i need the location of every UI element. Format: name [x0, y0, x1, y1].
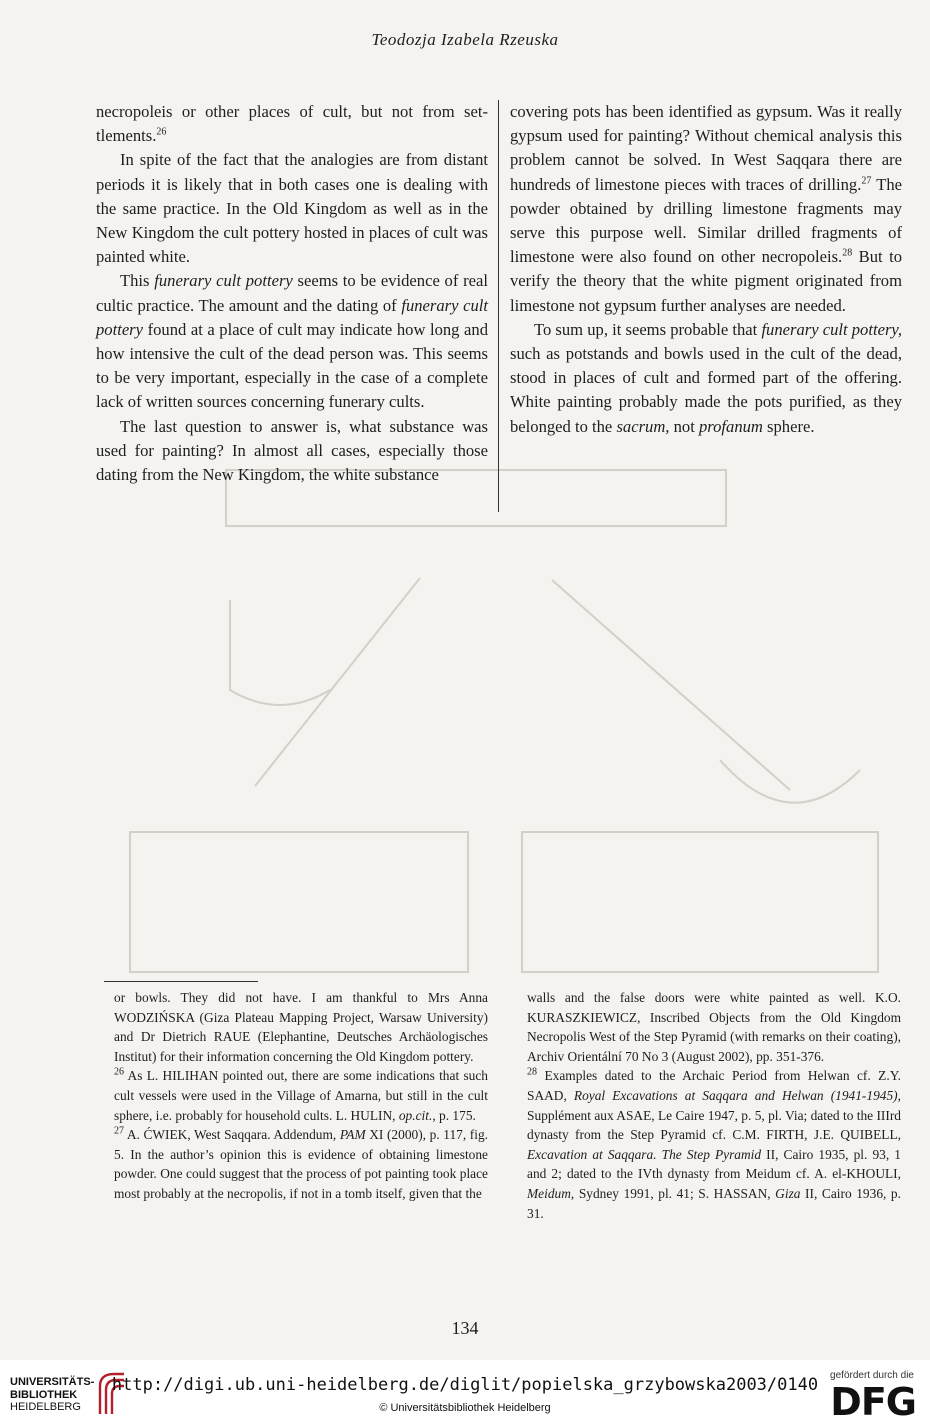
- italic-text: funerary cult pottery,: [761, 319, 902, 339]
- italic-text: op.cit.: [398, 1107, 433, 1123]
- text-run: sphere.: [762, 416, 815, 436]
- body-paragraph: [96, 269, 488, 414]
- text-run: Examples dated to the Archaic Period from Helwan cf. Z.Y. SAAD,: [527, 1068, 901, 1103]
- text-run: The last question to answer is, what substance was used for painting? In almost all cases, especially those dating from the New Kingdom, the white substance: [96, 416, 488, 485]
- italic-text: PAM: [339, 1127, 366, 1143]
- italic-text: Excavation at Saqqara. The Step Pyramid: [527, 1146, 762, 1162]
- italic-text: sacrum,: [616, 416, 670, 436]
- text-run: seems to be evidence of real cultic practice. The amount and the dating of: [96, 271, 488, 315]
- footnote-marker: 26: [114, 1066, 124, 1078]
- text-run: The powder obtained by drilling limestone fragments may serve this purpose well. Similar drilled fragments of limestone were also found on other necropoleis.: [510, 174, 902, 267]
- permalink-url[interactable]: http://digi.ub.uni-heidelberg.de/diglit/popielska_grzybowska2003/0140: [111, 1375, 819, 1395]
- footnote-paragraph: [527, 1066, 901, 1223]
- italic-text: funerary cult pottery: [96, 295, 489, 339]
- text-run: necropoleis or other places of cult, but not from set-tlements.: [96, 102, 488, 146]
- copyright-notice: © Universitätsbibliothek Heidelberg: [379, 1402, 551, 1414]
- footnote-paragraph: [527, 988, 901, 1066]
- dfg-logo: DFG: [830, 1380, 916, 1424]
- footnote-marker: 27: [861, 175, 872, 187]
- body-paragraph: [96, 100, 488, 148]
- text-run: II, Cairo 1936, p. 31.: [527, 1185, 901, 1221]
- text-run: walls and the false doors were white painted as well. K.O. KURASZKIEWICZ, Inscribed Objects from the Old Kingdom Necropolis West of the Step Pyramid (with remarks on their coating), Archiv Orientální 70 No 3 (August 2002), pp. 351-376.: [527, 990, 901, 1064]
- footnote-paragraph: [114, 988, 488, 1066]
- italic-text: funerary cult pottery: [154, 271, 293, 291]
- body-paragraph: [510, 100, 902, 318]
- page-number: 134: [451, 1318, 479, 1338]
- text-run: such as potstands and bowls used in the cult of the dead, stood in places of cult and formed part of the offering. White painting probably made the pots purified, as they belonged to the: [510, 344, 902, 436]
- footnote-marker: 27: [114, 1125, 124, 1137]
- text-run: This: [120, 271, 155, 291]
- library-name-line: UNIVERSITÄTS-: [10, 1376, 95, 1388]
- running-head: Teodozja Izabela Rzeuska: [371, 30, 559, 49]
- footnote-separator: [104, 981, 258, 982]
- library-name-line: BIBLIOTHEK: [10, 1388, 78, 1401]
- text-run: covering pots has been identified as gypsum. Was it really gypsum used for painting? Without chemical analysis this problem cannot be solved. In West Saqqara there are hundreds of limestone pieces with traces of drilling.: [510, 102, 902, 194]
- text-run: As L. HILIHAN pointed out, there are some indications that such cult vessels were used in the Village of Amarna, but still in the cult sphere, i.e. probably for household cults. L. HULIN,: [114, 1068, 488, 1123]
- digitization-footer: [0, 1360, 930, 1427]
- body-paragraph: [510, 318, 902, 439]
- italic-text: profanum: [698, 416, 763, 436]
- footnote-paragraph: [114, 1125, 488, 1203]
- text-run: XI (2000), p. 117, fig. 5. In the author’s opinion this is evidence of obtaining limestone powder. One could suggest that the process of pot painting took place most probably at the necropolis, if not in a tomb itself, given that the: [114, 1127, 488, 1201]
- footnote-marker: 28: [842, 247, 853, 259]
- text-run: To sum up, it seems probable that: [534, 319, 762, 339]
- text-run: But to verify the theory that the white pigment originated from limestone not gypsum further analyses are needed.: [510, 247, 902, 315]
- right-text-column: [510, 100, 902, 439]
- body-paragraph: [96, 148, 488, 269]
- text-run: not: [669, 416, 699, 436]
- footnote-paragraph: [114, 1066, 488, 1125]
- text-run: , Sydney 1991, pl. 41; S. HASSAN,: [570, 1185, 776, 1201]
- library-name-line: HEIDELBERG: [10, 1401, 81, 1413]
- text-run: II, Cairo 1935, pl. 93, 1 and 2; dated to the IVth dynasty from Meidum cf. A. el-KHOULI,: [527, 1146, 901, 1182]
- text-run: , p. 175.: [432, 1107, 476, 1123]
- footnotes-right: [527, 988, 901, 1223]
- footnotes-left: [114, 988, 488, 1204]
- italic-text: Giza: [775, 1185, 801, 1201]
- body-paragraph: [96, 415, 488, 488]
- text-run: found at a place of cult may indicate how long and how intensive the cult of the dead person was. This seems to be very important, especially in the case of a complete lack of written sources concerning funerary cults.: [96, 319, 488, 412]
- text-run: or bowls. They did not have. I am thankful to Mrs Anna WODZIŃSKA (Giza Plateau Mapping Project, Warsaw University) and Dr Dietrich RAUE (Elephantine, Deutsches Archäologisches Institut) for their information concerning the Old Kingdom pottery.: [114, 990, 488, 1064]
- italic-text: Meidum: [527, 1185, 571, 1201]
- footnote-marker: 26: [156, 126, 167, 138]
- footnote-marker: 28: [527, 1066, 537, 1078]
- italic-text: Royal Excavations at Saqqara and Helwan (1941-1945): [573, 1087, 898, 1103]
- left-text-column: [96, 100, 488, 487]
- column-divider: [498, 100, 499, 512]
- funding-note: gefördert durch die: [830, 1370, 914, 1381]
- text-run: , Supplément aux ASAE, Le Caire 1947, p. 5, pl. Via; dated to the IIIrd dynasty from the Step Pyramid cf. C.M. FIRTH, J.E. QUIBELL,: [527, 1087, 901, 1143]
- text-run: In spite of the fact that the analogies are from distant periods it is likely that in both cases one is dealing with the same practice. In the Old Kingdom as well as in the New Kingdom the cult pottery hosted in places of cult was painted white.: [96, 150, 488, 267]
- text-run: A. ĆWIEK, West Saqqara. Addendum,: [124, 1127, 340, 1143]
